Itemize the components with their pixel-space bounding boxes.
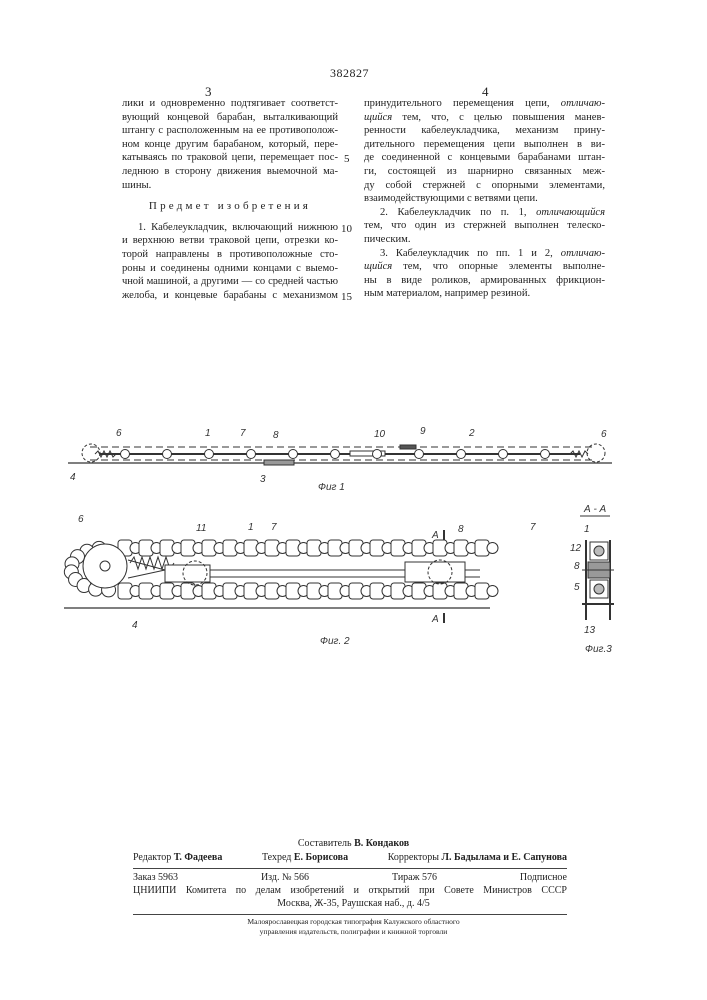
text-segment: ги, состоящей из шарнирно связанных меж- — [364, 166, 605, 177]
text-segment: чной машиной, а другими — со средней частью — [122, 276, 338, 287]
text-segment: лики и одновременно подтягивает соответст- — [122, 98, 338, 109]
fig1-roller — [121, 450, 130, 459]
text-segment: штангу с расположенным на ее противополож- — [122, 125, 338, 136]
fig3-upper-pin — [594, 546, 604, 556]
fig1-roller — [415, 450, 424, 459]
fig1-machine — [400, 445, 416, 449]
line-number-10: 10 — [341, 223, 352, 235]
emphasis-text: отличающийся — [536, 207, 605, 218]
address-line: Москва, Ж-35, Раушская наб., д. 4/5 — [0, 898, 707, 910]
text-segment: дительного перемещения цепи выполнен в ви- — [364, 139, 605, 150]
compiler-label: Составитель — [298, 838, 352, 849]
column-number-right: 4 — [482, 84, 489, 100]
text-segment: принудительного перемещения цепи, — [364, 98, 561, 109]
fig2-label-11: 11 — [196, 523, 206, 534]
circulation: Тираж 576 — [392, 872, 437, 884]
order-line — [133, 872, 567, 884]
text-segment: и верхнюю ветви траковой цепи, отрезки ко- — [122, 235, 338, 246]
fig1-label-7: 7 — [240, 428, 246, 439]
text-segment: желоба, и концевые барабаны с механизмом — [122, 290, 338, 301]
fig1-label-6: 6 — [116, 428, 122, 439]
subscription: Подписное — [520, 872, 567, 884]
fig2-label-6: 6 — [78, 514, 84, 525]
emphasis-text: отличаю- — [561, 98, 605, 109]
fig1-roller — [163, 450, 172, 459]
printer-line-2: управления издательств, полиграфии и книжной торговли — [0, 927, 707, 937]
text-segment: вующий концевой барабан, выталкивающий — [122, 112, 338, 123]
editor-label: Редактор — [133, 852, 171, 863]
correctors-label: Корректоры — [388, 852, 439, 863]
fig2-track-pin — [487, 586, 498, 597]
divider-top — [133, 868, 567, 869]
fig1-roller — [457, 450, 466, 459]
fig2-label-4: 4 — [132, 620, 138, 631]
editors-line — [133, 852, 567, 864]
text-segment: торой направлены в противоположные сто- — [122, 249, 338, 260]
fig3-label-12: 12 — [570, 543, 582, 554]
correctors-names: Л. Бадылама и Е. Сапунова — [442, 852, 567, 863]
emphasis-text: отличаю- — [561, 248, 605, 259]
compiler-line — [0, 838, 707, 850]
figure-1 — [68, 426, 612, 493]
printer-line-1: Малоярославецкая городская типография Калужского областного — [0, 917, 707, 927]
text-segment: ным материалом, например резиной. — [364, 288, 530, 299]
text-segment: ренности кабелеукладчика, механизм прину- — [364, 125, 605, 136]
fig2-rod-head-left — [165, 565, 210, 582]
org-line: ЦНИИПИ Комитета по делам изобретений и открытий при Совете Министров СССР — [133, 885, 567, 897]
fig1-roller — [331, 450, 340, 459]
fig2-track-pin — [487, 543, 498, 554]
text-segment: шины. — [122, 180, 151, 191]
fig3-label-5: 5 — [574, 582, 580, 593]
emphasis-text: щийся — [364, 261, 392, 272]
fig2-label-7b: 7 — [530, 522, 536, 533]
fig1-label-9: 9 — [420, 426, 426, 437]
fig1-caption: Фиг 1 — [318, 482, 345, 493]
text-segment: взаимодействующими с ветвями цепи. — [364, 193, 538, 204]
fig2-label-1: 1 — [248, 522, 254, 533]
fig3-section-label: А - А — [583, 504, 607, 515]
text-segment: Предмет изобретения — [149, 200, 311, 212]
divider-bottom — [133, 914, 567, 915]
column-number-left: 3 — [205, 84, 212, 100]
fig2-label-7: 7 — [271, 522, 277, 533]
order-number: Заказ 5963 — [133, 872, 178, 884]
compiler-name: В. Кондаков — [354, 838, 409, 849]
fig2-label-A-bottom: А — [431, 614, 439, 625]
fig3-caption: Фиг.3 — [585, 644, 612, 655]
figure-2 — [64, 514, 536, 647]
text-segment: катываясь по траковой цепи, перемещает пос- — [122, 152, 338, 163]
fig1-label-1: 1 — [205, 428, 211, 439]
fig2-rod-head-right — [405, 562, 465, 582]
fig1-drum-right — [587, 444, 605, 462]
text-segment: роны и соединены одними концами с выемо- — [122, 263, 338, 274]
line-number-15: 15 — [341, 291, 352, 303]
fig3-label-8: 8 — [574, 561, 580, 572]
fig1-roller — [541, 450, 550, 459]
text-segment: ном конце другим барабаном, который, пере- — [122, 139, 338, 150]
figure-3 — [570, 504, 614, 655]
text-segment: тем, что один из стержней выполнен телеско- — [364, 220, 605, 231]
fig1-label-6b: 6 — [601, 429, 607, 440]
text-segment: тем, что, с целью повышения манев- — [392, 112, 605, 123]
fig1-roller — [499, 450, 508, 459]
text-segment: ны в виде роликов, армированных фрикцион- — [364, 275, 605, 286]
fig1-roller — [289, 450, 298, 459]
emphasis-text: щийся — [364, 112, 392, 123]
fig1-label-4: 4 — [70, 472, 76, 483]
line-number-5: 5 — [344, 153, 350, 165]
text-segment: тем, что опорные элементы выполне- — [392, 261, 605, 272]
fig1-label-2: 2 — [468, 428, 475, 439]
fig3-lower-pin — [594, 584, 604, 594]
editor-name: Т. Фадеева — [174, 852, 223, 863]
edition-number: Изд. № 566 — [261, 872, 309, 884]
fig2-drum — [83, 544, 127, 588]
text-segment: 1. Кабелеукладчик, включающий нижнюю — [138, 222, 338, 233]
fig1-roller — [247, 450, 256, 459]
fig2-caption: Фиг. 2 — [320, 636, 350, 647]
drawings — [0, 0, 707, 700]
text-segment: 3. Кабелеукладчик по пп. 1 и 2, — [380, 248, 561, 259]
text-segment: ду собой стержней с опорными элементами, — [364, 180, 605, 191]
fig2-label-A-top: А — [431, 530, 439, 541]
techred-name: Е. Борисова — [294, 852, 348, 863]
fig1-roller — [205, 450, 214, 459]
text-segment: леднюю в сторону движения выемочной ма- — [122, 166, 338, 177]
patent-number: 382827 — [330, 66, 369, 81]
fig1-roller — [373, 450, 382, 459]
fig3-label-13: 13 — [584, 625, 596, 636]
fig1-label-10: 10 — [374, 429, 386, 440]
fig1-label-3: 3 — [260, 474, 266, 485]
fig3-label-1: 1 — [584, 524, 590, 535]
techred-label: Техред — [262, 852, 291, 863]
text-segment: пическим. — [364, 234, 411, 245]
fig1-label-8: 8 — [273, 430, 279, 441]
text-segment: де соединенной с концевыми барабанами штан- — [364, 152, 605, 163]
fig1-trough — [264, 460, 294, 465]
text-segment: 2. Кабелеукладчик по п. 1, — [380, 207, 536, 218]
fig2-label-8: 8 — [458, 524, 464, 535]
